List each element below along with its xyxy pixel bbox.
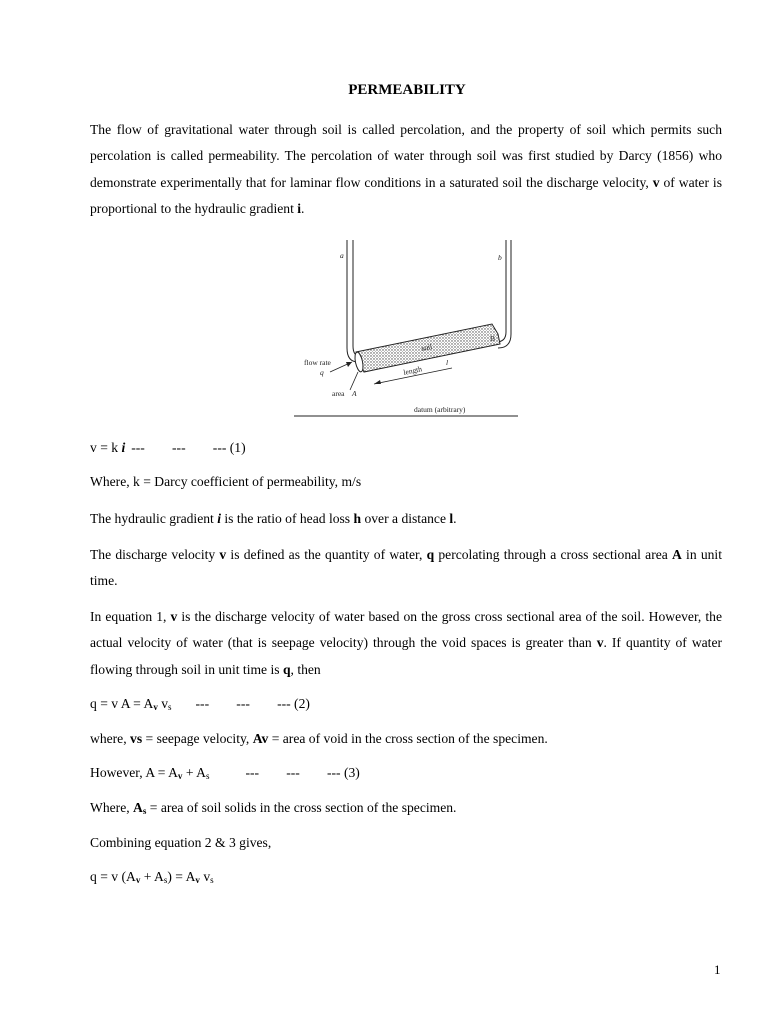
sp-v1: v bbox=[170, 609, 178, 624]
dv-text-1: The discharge velocity bbox=[90, 547, 220, 562]
where-k-line: Where, k = Darcy coefficient of permeability, m/s bbox=[90, 474, 362, 489]
eq1-lhs: v = k bbox=[90, 440, 122, 455]
dv-v: v bbox=[219, 547, 227, 562]
equation-3 bbox=[90, 765, 360, 781]
wa-sub-s: s bbox=[142, 806, 147, 816]
sp-text-1: In equation 1, bbox=[90, 609, 171, 624]
eq4-text-4: v bbox=[199, 869, 211, 884]
page-number: 1 bbox=[714, 962, 721, 977]
wv-text-2: = seepage velocity, bbox=[142, 731, 253, 746]
wv-vs: vs bbox=[130, 731, 143, 746]
wv-text-1: where, bbox=[90, 731, 131, 746]
equation-4 bbox=[90, 869, 214, 885]
label-l: l bbox=[446, 358, 449, 367]
wa-text-1: Where, bbox=[90, 800, 134, 815]
intro-paragraph bbox=[90, 117, 722, 222]
label-B: B bbox=[490, 334, 496, 343]
sp-text-2: is the discharge velocity of water based on the gross cross sectional area of the soil. However, the actual velocity of water (that is seepage velocity) through the void spaces is greater than bbox=[90, 609, 722, 651]
hg-text-2: is the ratio of head loss bbox=[220, 511, 354, 526]
sp-v2: v bbox=[596, 635, 604, 651]
sp-q: q bbox=[282, 661, 291, 677]
eq3-text: However, A = A bbox=[90, 765, 178, 780]
label-q: q bbox=[320, 368, 324, 377]
eq2-sub-s: s bbox=[168, 702, 172, 712]
eq4-text-3: ) = A bbox=[167, 869, 196, 884]
hg-l: l bbox=[449, 511, 454, 526]
intro-text: The flow of gravitational water through soil is called percolation, and the property of soil which permits such percolation is called permeability. The percolation of water through soil was first studied by Darcy (1856) who demonstrate experimentally that for laminar flow conditions in a saturated soil the discharge velocity, bbox=[90, 122, 722, 190]
wa-text-2: = area of soil solids in the cross section of the specimen. bbox=[146, 800, 457, 815]
eq2-number: --- --- --- (2) bbox=[195, 696, 310, 711]
symbol-v: v bbox=[652, 174, 660, 190]
intro-text-middle: of water is proportional to the hydraulic gradient bbox=[90, 174, 722, 216]
dv-A: A bbox=[672, 547, 682, 562]
eq4-sub-s1: s bbox=[163, 875, 168, 885]
wa-A: A bbox=[133, 800, 143, 815]
eq3-mid: + A bbox=[182, 765, 206, 780]
label-datum: datum (arbitrary) bbox=[414, 405, 466, 414]
eq3-sub-v: v bbox=[177, 771, 183, 781]
eq3-sub-s: s bbox=[205, 771, 210, 781]
wv-Av: Av bbox=[252, 731, 269, 746]
darcy-apparatus-figure bbox=[292, 238, 520, 420]
symbol-i: i bbox=[297, 200, 302, 216]
area-arrow bbox=[350, 372, 358, 390]
equation-1 bbox=[90, 440, 246, 456]
eq4-sub-v2: v bbox=[195, 875, 200, 885]
eq3-number: --- --- --- (3) bbox=[245, 765, 360, 780]
hydraulic-gradient-line bbox=[90, 511, 457, 527]
label-a: a bbox=[340, 251, 344, 260]
where-as-line bbox=[90, 800, 456, 816]
label-length: length bbox=[402, 364, 423, 377]
dv-text-3: percolating through a cross sectional area bbox=[434, 547, 672, 562]
label-A: A bbox=[352, 389, 357, 398]
label-soil: soil bbox=[420, 341, 434, 353]
eq1-i: i bbox=[121, 440, 126, 455]
eq4-sub-v1: v bbox=[135, 875, 141, 885]
eq4-text-1: q = v (A bbox=[90, 869, 136, 884]
hg-text-3: over a distance bbox=[361, 511, 450, 526]
sp-text-4: , then bbox=[290, 661, 321, 677]
seepage-paragraph bbox=[90, 604, 722, 683]
hg-text-4: . bbox=[453, 511, 457, 526]
sp-text-3: . If quantity of water flowing through soil in unit time is bbox=[90, 635, 723, 677]
eq2-text: q = v A = A bbox=[90, 696, 154, 711]
eq2-sub-v: v bbox=[153, 702, 158, 712]
eq2-mid: v bbox=[157, 696, 169, 711]
eq4-sub-s2: s bbox=[210, 875, 214, 885]
hg-h: h bbox=[353, 511, 362, 526]
discharge-velocity-paragraph bbox=[90, 542, 722, 595]
label-b: b bbox=[498, 253, 502, 262]
dv-text-2: is defined as the quantity of water, bbox=[226, 547, 427, 562]
dv-text-4: in unit time. bbox=[90, 547, 722, 589]
eq1-number: --- --- --- (1) bbox=[131, 440, 246, 455]
intro-text-end: . bbox=[301, 200, 305, 216]
where-vs-line bbox=[90, 731, 548, 747]
permeameter-diagram bbox=[292, 238, 520, 420]
label-flow-rate: flow rate bbox=[304, 358, 331, 367]
hg-text-1: The hydraulic gradient bbox=[90, 511, 218, 526]
equation-2 bbox=[90, 696, 310, 712]
page-title: PERMEABILITY bbox=[348, 82, 466, 98]
wv-text-3: = area of void in the cross section of the specimen. bbox=[268, 731, 548, 746]
label-area: area bbox=[332, 389, 345, 398]
eq4-text-2: + A bbox=[140, 869, 164, 884]
dv-q: q bbox=[426, 547, 435, 562]
hg-i: i bbox=[217, 511, 221, 526]
combining-line: Combining equation 2 & 3 gives, bbox=[90, 835, 272, 850]
